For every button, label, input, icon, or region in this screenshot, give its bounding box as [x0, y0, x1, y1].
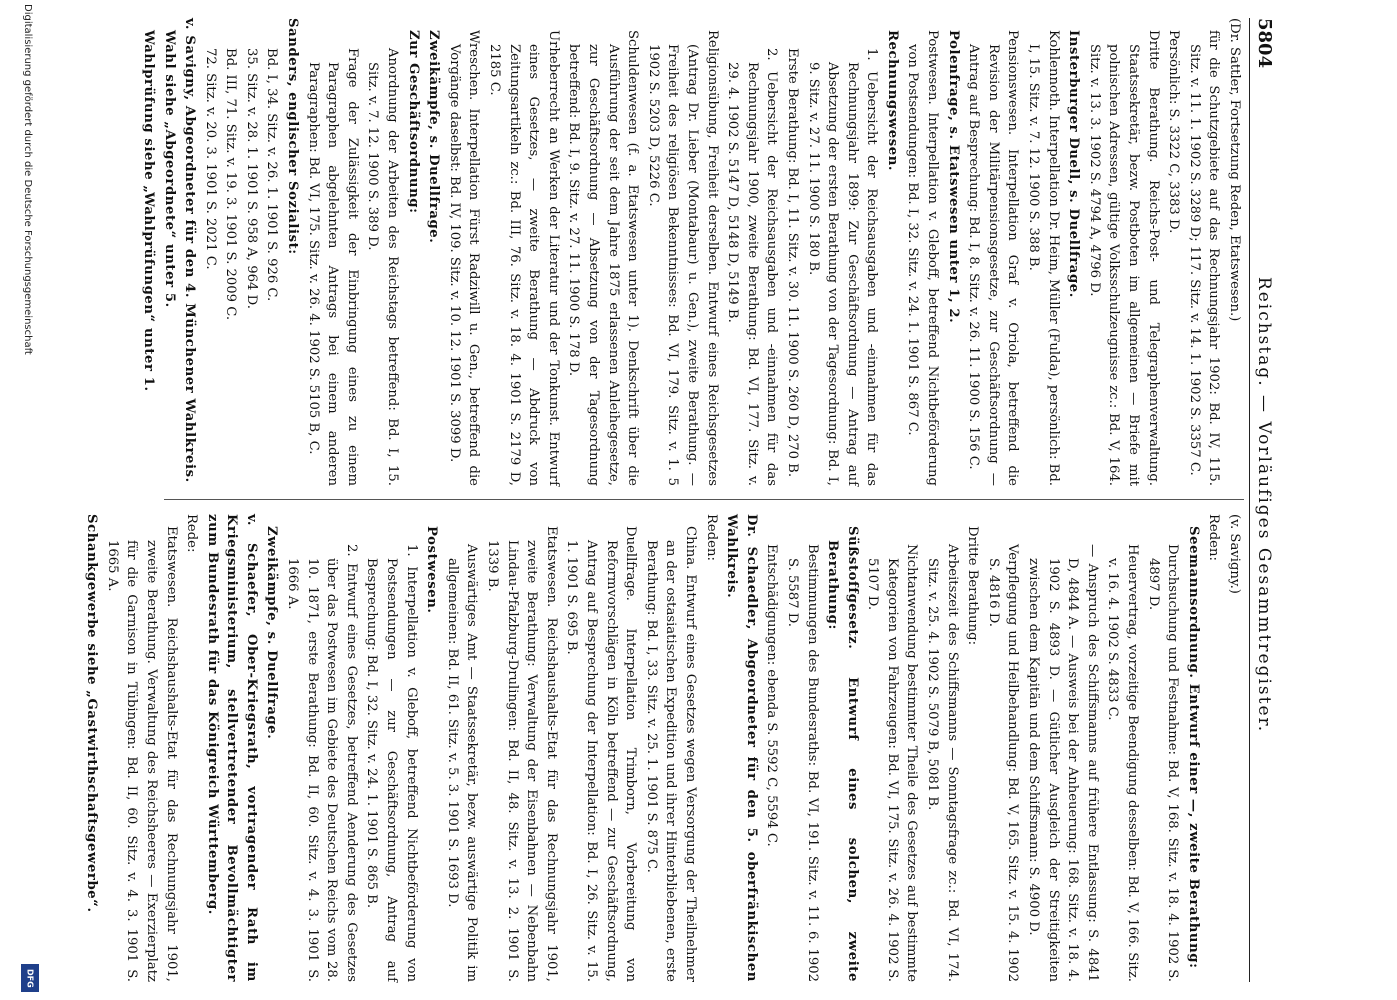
list-item: Erste Berathung: Bd. I, 11. Sitz. v. 30. 11. 1900 S. 260 D, 270 B. — [784, 48, 800, 478]
right-column — [84, 514, 1244, 982]
list-item: Süßstoffgesetz. Entwurf eines solchen, zweite Berathung: — [825, 526, 860, 982]
list-item: Etatswesen. Reichshaushalts-Etat für das Rechnungsjahr 1901, zweite Berathung. Verwaltung des Reichsheeres — Exerzierplatz für die Garnison in Tübingen: Bd. II, 60. Sitz. v. 4. 3. 1901 S. 1665 A. — [104, 526, 179, 982]
list-item: Postwesen. Interpellation v. Gleboff, betreffend Nichtbeförderung von Postsendungen: Bd. I, 32. Sitz. v. 24. 1. 1901 S. 867 C. — [905, 30, 941, 486]
list-item: v. Schaefer, Ober-Kriegsrath, vortragender Rath im Kriegsministerium, stellvertretender Bevollmächtigter zum Bundesrath für das Königreich Württemberg. — [204, 514, 259, 982]
list-item: 72. Sitz. v. 20. 3. 1901 S. 2021 C. — [202, 48, 218, 270]
list-item: Entschädigungen: ebenda S. 5592 C, 5594 C. — [764, 544, 780, 847]
list-item: Wreschen. Interpellation Fürst Radziwill u. Gen., betreffend die Vorgänge daselbst: Bd. IV, 109. Sitz. v. 10. 12. 1901 S. 3099 D. — [446, 30, 482, 486]
list-item: Duellfrage. Interpellation Trimborn, Vorbereitung von Reformvorschlägen in Köln betreffend — zur Geschäftsordnung, Antrag auf Besprechung der Interpellation: Bd. I, 26. Sitz. v. 15. 1. 1901 S. 695 B. — [564, 526, 639, 982]
list-item: Bd. I, 34. Sitz. v. 26. 1. 1901 S. 926 C. — [264, 48, 280, 302]
list-item: 1. Interpellation v. Gleboff, betreffend Nichtbeförderung von Postsendungen — zur Geschäftsordnung, Antrag auf Besprechung: Bd. I, 32. Sitz. v. 24. 1. 1901 S. 865 B. — [364, 544, 419, 982]
list-item: Bestimmungen des Bundesraths: Bd. VI, 191. Sitz. v. 11. 6. 1902 S. 5587 D. — [784, 544, 820, 982]
list-item: (v. Savigny.) — [1227, 514, 1242, 594]
list-item: Wahl siehe „Abgeordnete“ unter 5. — [161, 30, 177, 308]
column-divider — [164, 499, 1244, 500]
list-item: Reden: — [1206, 514, 1222, 561]
list-item: Zur Geschäftsordnung: — [405, 30, 421, 214]
list-item: Anordnung der Arbeiten des Reichstags betreffend: Bd. I, 15. Sitz. v. 7. 12. 1900 S. 389 D. — [365, 48, 401, 486]
dfg-logo: DFG — [21, 964, 39, 992]
list-item: Reden: — [703, 514, 719, 561]
list-item: 1. Uebersicht der Reichsausgaben und -einnahmen für das Rechnungsjahr 1899: Zur Geschäftsordnung — Antrag auf Absetzung der ersten Berathung von der Tagesordnung: Bd. I, 9. Sitz. v. 27. 11. 1900 S. 180 B. — [805, 48, 880, 486]
page-header — [1249, 18, 1290, 982]
list-item: 35. Sitz. v. 28. 1. 1901 S. 958 A, 964 D. — [243, 48, 259, 309]
list-item: Dritte Berathung. Reichs-Post- und Telegraphenverwaltung. Staatssekretär, bezw. Postboten im allgemeinen — Briefe mit polnischen Adressen, gültige Volksschulzeugnisse zc.: Bd. V, 164. Sitz. v. 13. 3. 1902 S. 4794 A, 4796 D. — [1086, 30, 1161, 486]
list-item: Postwesen. — [424, 526, 440, 614]
list-item: Persönlich: S. 3322 C, 3383 D. — [1166, 30, 1182, 234]
list-item: 2. Uebersicht der Reichsausgaben und -einnahmen für das Rechnungsjahr 1900, zweite Berathung: Bd. VI, 177. Sitz. v. 29. 4. 1902 S. 5147 D, 5148 D, 5149 B. — [725, 48, 780, 486]
list-item: für die Schutzgebiete auf das Rechnungsjahr 1902: Bd. IV, 115. Sitz. v. 11. 1. 1902 S. 3289 D; 117. Sitz. v. 14. 1. 1902 S. 3357 C. — [1186, 30, 1222, 486]
list-item: Durchsuchung und Festnahme: Bd. V, 168. Sitz. v. 18. 4. 1902 S. 4897 D. — [1145, 544, 1181, 982]
list-item: Urheberrecht an Werken der Literatur und der Tonkunst. Entwurf eines Gesetzes, — zweite Berathung — Abdruck von Zeitungsartikeln zc.: Bd. III, 76. Sitz. v. 18. 4. 1901 S. 2179 D, 2185 C. — [487, 30, 561, 486]
list-item: Rede: — [184, 514, 200, 553]
list-item: Heuervertrag, vorzeitige Beendigung desselben: Bd. V, 166. Sitz. v. 16. 4. 1902 S. 4833 C. — [1105, 544, 1141, 982]
list-item: Arbeitszeit des Schiffsmanns — Sonntagsfrage zc.: Bd. VI, 174. Sitz. v. 25. 4. 1902 S. 5079 B, 5081 B. — [925, 544, 960, 982]
list-item: China. Entwurf eines Gesetzes wegen Versorgung der Theilnehmer an der ostasiatischen Expedition und ihrer Hinterbliebenen, erste Berathung: Bd. I, 33. Sitz. v. 25. 1. 1901 S. 875 C. — [643, 526, 698, 982]
list-item: Schuldenwesen (f. a. Etatswesen unter 1). Denkschrift über die Ausführung der seit dem Jahre 1875 erlassenen Anleihegesetze, zur Geschäftsordnung — Absetzung von der Tagesordnung betreffend: Bd. I, 9. Sitz. v. 27. 11. 1900 S. 178 D. — [566, 30, 641, 486]
list-item: (Dr. Sattler, Fortsetzung Reden, Etatswesen.) — [1227, 18, 1242, 322]
list-item: Nichtanwendung bestimmter Theile des Gesetzes auf bestimmte Kategorien von Fahrzeugen: Bd. VI, 175. Sitz. v. 26. 4. 1902 S. 5107 D. — [865, 544, 920, 982]
list-item: Verpflegung und Heilbehandlung: Bd. V, 165. Sitz. v. 15. 4. 1902 S. 4816 D. — [985, 544, 1021, 982]
list-item: 2. Entwurf eines Gesetzes, betreffend Aenderung des Gesetzes über das Postwesen im Gebiete des Deutschen Reichs vom 28. 10. 1871, erste Berathung: Bd. II, 60. Sitz. v. 4. 3. 1901 S. 1666 A. — [285, 544, 359, 982]
list-item: Zweikämpfe, s. Duellfrage. — [426, 30, 442, 244]
digitization-credit — [20, 0, 34, 1000]
list-item: Dritte Berathung: — [965, 526, 981, 646]
list-item: Sanders, englischer Sozialist: — [285, 18, 301, 255]
page-title: Reichstag. — Vorläufiges Gesammtregister. — [1254, 276, 1274, 734]
credit-text: Digitalisierung gefördert durch die Deutsche Forschungsgemeinschaft — [22, 4, 33, 355]
register-page — [84, 0, 1308, 1000]
list-item: Kohlennoth. Interpellation Dr. Heim, Müller (Fulda), persönlich: Bd. I, 15. Sitz. v. 7. 12. 1900 S. 388 B. — [1026, 30, 1061, 486]
list-item: Zweikämpfe, s. Duellfrage. — [264, 526, 280, 740]
list-item: Polenfrage, s. Etatswesen unter 1, 2. — [945, 30, 961, 324]
list-item: Bd. III, 71. Sitz. v. 19. 3. 1901 S. 2009 C. — [223, 48, 239, 321]
list-item: Religionsübung, Freiheit derselben. Entwurf eines Reichsgesetzes (Antrag Dr. Lieber (Montabaur) u. Gen.), zweite Berathung. — Freiheit des religiösen Bekenntnisses: Bd. VI, 179. Sitz. v. 1. 5 1902 S. 5203 D, 5226 C. — [645, 30, 720, 486]
list-item: — Anspruch des Schiffsmanns auf frühere Entlassung: S. 4841 D, 4844 A. — Ausweis bei der Anheuerung: 168. Sitz. v. 18. 4. 1902 S. 4893 D. — Gütlicher Ausgleich der Streitigkeiten zwischen dem Kapitän und dem Schiffsmann: S. 4900 D. — [1026, 544, 1100, 982]
list-item: Schankgewerbe siehe „Gastwirthschaftsgewerbe“. — [84, 514, 100, 913]
list-item: Auswärtiges Amt — Staatssekretär, bezw. auswärtige Politik im allgemeinen: Bd. II, 61. Sitz. v. 5. 3. 1901 S. 1693 D. — [444, 544, 480, 982]
list-item: Frage der Zulässigkeit der Einbringung eines zu einem Paragraphen abgelehnten Antrags bei einem anderen Paragraphen: Bd. VI, 175. Sitz. v. 26. 4. 1902 S. 5105 B, C. — [305, 48, 360, 486]
list-item: v. Savigny, Abgeordneter für den 4. Münchener Wahlkreis. — [182, 18, 198, 483]
list-item: Insterburger Duell, s. Duellfrage. — [1066, 30, 1082, 298]
list-item: Pensionswesen. Interpellation Graf v. Oriola, betreffend die Revision der Militärpensionsgesetze, zur Geschäftsordnung — Antrag auf Besprechung: Bd. I, 8. Sitz. v. 26. 11. 1900 S. 156 C. — [966, 30, 1021, 486]
left-column — [140, 18, 1244, 486]
list-item: Seemannsordnung. Entwurf einer —, zweite Berathung: — [1185, 526, 1201, 969]
list-item: Etatswesen. Reichshaushalts-Etat für das Rechnungsjahr 1901, zweite Berathung: Verwaltung der Eisenbahnen — Nebenbahn Lindau-Pfalzburg-Drulingen: Bd. II, 48. Sitz. v. 13. 2. 1901 S. 1339 B. — [485, 526, 559, 982]
list-item: Wahlprüfung siehe „Wahlprüfungen“ unter 1. — [140, 30, 156, 392]
list-item: Rechnungswesen. — [884, 30, 900, 172]
page-number: 5804 — [1254, 18, 1275, 69]
list-item: Dr. Schaedler, Abgeordneter für den 5. oberfränkischen Wahlkreis. — [724, 514, 759, 982]
